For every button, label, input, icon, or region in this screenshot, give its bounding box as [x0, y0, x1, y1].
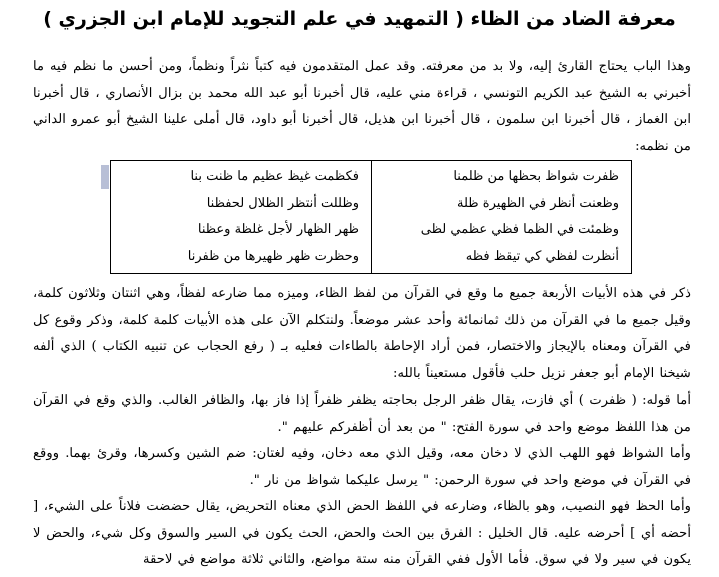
hazz-paragraph: وأما الحظ فهو النصيب، وهو بالظاء، وضارعه في اللفظ الحض الذي معناه التحريض، يقال حضضت فلاناً على الشيء، [ أحضه أي ] أحرضه عليه. قال الخليل : الفرق بين الحث والحض، الحث يكون في السير والسوق وكل شيء، والحض لا يكون في سير ولا في سوق. فأما الأول ففي القرآن منه ستة مواضع، والثاني ثلاثة مواضع في لاحقة — [33, 499, 691, 567]
verse-line: ظهر الظهار لأجل غلظة وعظنا — [197, 222, 359, 237]
poem-table — [110, 160, 632, 274]
verse-line: وحظرت ظهر ظهيرها من ظفرنا — [187, 248, 359, 264]
commentary-paragraph: ذكر في هذه الأبيات الأربعة جميع ما وقع في القرآن من لفظ الظاء، وميزه مما ضارعه لفظاً، وهي اثنتان وثلاثون كلمة، وقيل جميع ما في القرآن من ذلك ثمانمائة وأحد عشر موضعاً. ولنتكلم الآن على هذه الأبيات كلمة كلمة، وذكر وقوع كل في القرآن ومعناه بالإيجاز والاختصار، فمن أراد الإحاطة بالطاءات فعليه بـ ( رفع الحجاب عن تنبيه الكتاب ) الذي ألفه شيخنا الإمام أبو جعفر نزيل حلب فأقول مستعيناً بالله: — [33, 286, 691, 381]
shuwaz-paragraph: وأما الشواظ فهو اللهب الذي لا دخان معه، وقيل الذي معه دخان، وفيه لغتان: ضم الشين وكسرها، وقرئ بهما. ووقع في القرآن في موضع واحد في سورة الرحمن: " يرسل عليكما شواظ من نار ". — [33, 446, 691, 488]
verse-line: وظعنت أنظر في الظهيرة ظلة — [457, 195, 619, 211]
poem-left-column — [111, 161, 371, 273]
intro-paragraph: وهذا الباب يحتاج القارئ إليه، ولا بد من معرفته. وقد عمل المتقدمون فيه كتباً نثراً ونظماً، ومن أحسن ما نظم فيه ما أخبرني به الشيخ عبد الكريم التونسي ، قراءة مني عليه، قال أخبرنا أبو عبد الله محمد بن بزال الأنصاري ، قال أخبرنا ابن الغماز ، قال أخبرنا ابن سلمون ، قال أخبرنا ابن هذيل، قال أخبرنا أبو داود، قال أملى علينا الشيخ أبو عمرو الداني من نظمه: — [33, 59, 691, 154]
zafarat-paragraph: أما قوله: ( ظفرت ) أي فازت، يقال ظفر الرجل بحاجته يظفر ظفراً إذا فاز بها، والظافر الغالب. والذي وقع في القرآن من هذا اللفظ موضع واحد في سورة الفتح: " من بعد أن أظفركم عليهم ". — [33, 393, 691, 435]
verse-line: فكظمت غيظ عظيم ما ظنت بنا — [190, 169, 359, 184]
verse-line: أنظرت لفظي كي تيقظ فظه — [465, 248, 619, 264]
verse-line: وظللت أنتظر الظلال لحفظنا — [206, 195, 359, 211]
poem-right-column — [371, 161, 631, 273]
verse-line: ظفرت شواظ بحظها من ظلمنا — [453, 169, 619, 184]
verse-line: وظمئت في الظما فظي عظمي لظى — [420, 222, 619, 237]
page-title: معرفة الضاد من الظاء ( التمهيد في علم التجويد للإمام ابن الجزري ) — [43, 8, 676, 30]
text-cursor-marker — [101, 165, 109, 189]
